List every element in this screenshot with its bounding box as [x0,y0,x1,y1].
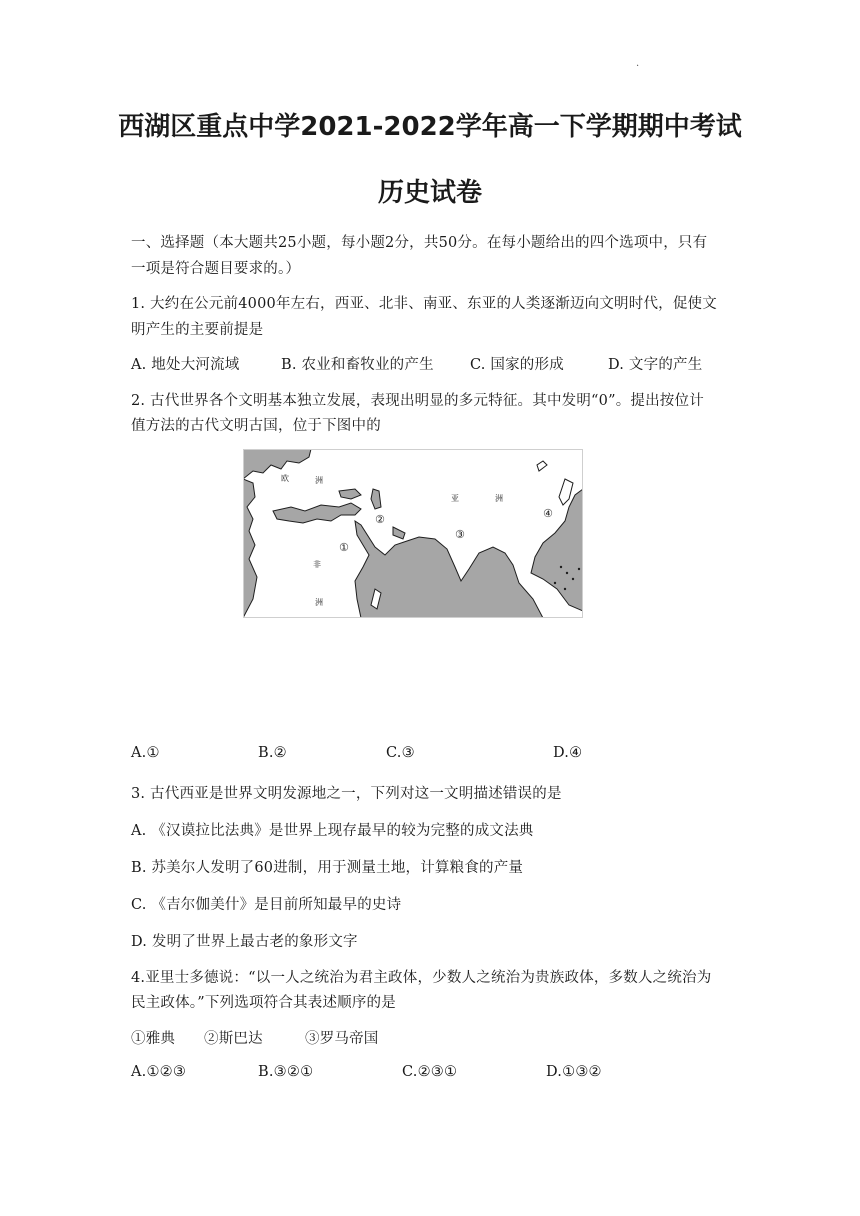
q3-stem: 3. 古代西亚是世界文明发源地之一，下列对这一文明描述错误的是 [131,786,562,802]
corner-mark: . [636,58,640,69]
map-label-europe-1: 欧 [281,474,289,483]
q4-option-d: D.①③② [546,1064,602,1080]
q1-option-a: A. 地处大河流域 [131,357,240,373]
q2-option-c: C.③ [386,745,415,761]
q4-stem-line2: 民主政体。”下列选项符合其表述顺序的是 [131,995,396,1011]
q1-option-c: C. 国家的形成 [470,357,564,373]
q4-item-1: ①雅典 [131,1031,176,1047]
q3-option-b: B. 苏美尔人发明了60进制，用于测量土地，计算粮食的产量 [131,860,524,876]
q2-option-d: D.④ [553,745,583,761]
q4-option-b: B.③②① [258,1064,314,1080]
map-marker-2: ② [375,513,385,526]
q2-option-a: A.① [131,745,160,761]
map-label-africa-1: 非 [313,560,321,569]
q2-stem-line2: 值方法的古代文明古国，位于下图中的 [131,418,381,434]
section-header-line2: 一项是符合题目要求的。） [131,261,301,277]
map-marker-1: ① [339,541,349,554]
q1-stem-line1: 1. 大约在公元前4000年左右，西亚、北非、南亚、东亚的人类逐渐迈向文明时代，促使文 [131,296,717,312]
map-label-asia-2: 洲 [495,494,503,503]
q2-stem-line1: 2. 古代世界各个文明基本独立发展，表现出明显的多元特征。其中发明“0”。提出按位计 [131,393,704,409]
map-label-asia-1: 亚 [451,494,459,503]
q1-option-d: D. 文字的产生 [608,357,703,373]
map-marker-3: ③ [455,528,465,541]
exam-subtitle: 历史试卷 [377,178,482,208]
q4-stem-line1: 4.亚里士多德说：“以一人之统治为君主政体，少数人之统治为贵族政体，多数人之统治为 [131,970,712,986]
q4-option-a: A.①②③ [131,1064,187,1080]
q1-option-b: B. 农业和畜牧业的产生 [281,357,434,373]
map-label-africa-2: 洲 [315,598,323,607]
q4-item-3: ③罗马帝国 [305,1031,379,1047]
world-map-figure [243,449,583,618]
q3-option-d: D. 发明了世界上最古老的象形文字 [131,934,358,950]
section-header-line1: 一、选择题（本大题共25小题，每小题2分，共50分。在每小题给出的四个选项中，只有 [131,235,708,251]
map-label-europe-2: 洲 [315,476,323,485]
q3-option-c: C. 《吉尔伽美什》是目前所知最早的史诗 [131,897,402,913]
map-marker-4: ④ [543,507,553,520]
q1-stem-line2: 明产生的主要前提是 [131,322,264,338]
exam-title: 西湖区重点中学2021-2022学年高一下学期期中考试 [118,112,742,142]
q2-option-b: B.② [258,745,287,761]
q3-option-a: A. 《汉谟拉比法典》是世界上现存最早的较为完整的成文法典 [131,823,534,839]
q4-item-2: ②斯巴达 [204,1031,263,1047]
q4-option-c: C.②③① [402,1064,458,1080]
